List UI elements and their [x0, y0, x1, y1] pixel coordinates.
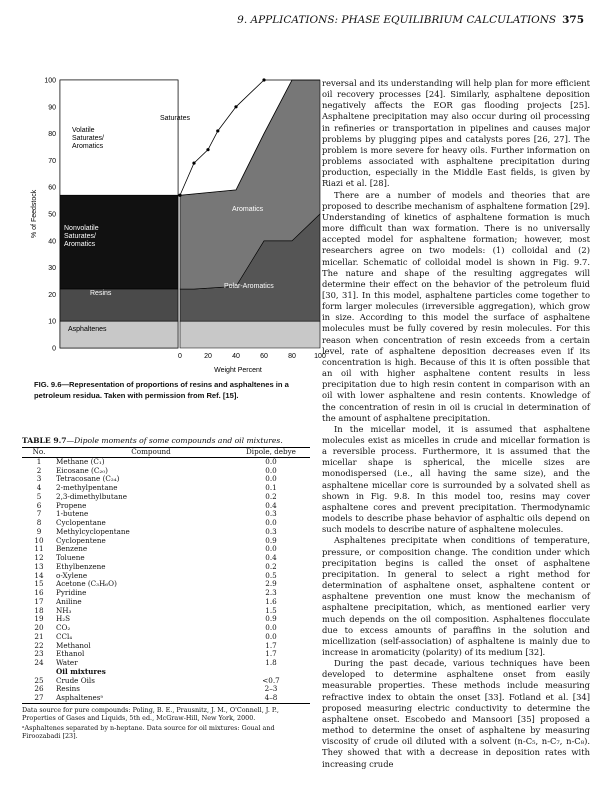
saturates-point — [262, 78, 265, 81]
saturates-point — [192, 161, 195, 164]
row-compound: Crude Oils — [56, 675, 95, 685]
row-dipole: 1.6 — [265, 596, 277, 606]
y-tick-label: 50 — [48, 211, 56, 219]
row-no: 17 — [34, 596, 44, 606]
row-compound: Methanol — [56, 640, 91, 650]
x-tick-label: 20 — [204, 353, 212, 360]
x-tick-label: 0 — [178, 353, 182, 360]
row-no: 11 — [34, 544, 44, 554]
x-tick-label: 40 — [232, 353, 240, 360]
row-no: 4 — [36, 483, 42, 492]
row-compound: 2-methylpentane — [56, 483, 118, 492]
row-no: 18 — [34, 605, 44, 615]
row-compound: H₂S — [56, 614, 71, 624]
row-compound: Ethanol — [56, 649, 85, 659]
row-no: 13 — [34, 561, 44, 571]
paragraph-4: Asphaltenes precipitate when conditions of temperature, pressure, or composition change. The condition under which precipitation begins is called the onset of asphaltene precipitation. In general to select a right method for determination of asphaltene onset, asphaltene content or asphaltene prevention one must know the mechanism of asphaltene precipitation, which, as mentioned earlier very much depends on the oil composition. Asphaltenes flocculate due to excess amounts of paraffins in the solution and micellization (self-association) of asphaltene is mainly due to increase in aromaticity (polarity) of its medium [32]. — [322, 535, 590, 657]
row-dipole: 0.2 — [265, 561, 277, 571]
paragraph-1: reversal and its understanding will help plan for more efficient oil recovery processes [24]. Similarly, asphaltene deposition negatively affects the EOR gas flooding projects [25]. Asphaltene precipitation may also occur during oil processing in refineries or transportation in pipelines and causes major problems by plugging pipes and catalysts pores [26, 27]. The problem is more severe for heavy oils. Further information on problems associated with asphaltene precipitation during production, especially in the Middle East fields, is given by Riazi et al. [28]. — [322, 78, 590, 189]
label-aromatics: Aromatics — [232, 206, 264, 213]
figure-chart — [20, 72, 326, 374]
x-tick-label: 60 — [260, 353, 268, 360]
y-axis-ticks — [44, 78, 56, 353]
x-axis-ticks — [178, 353, 326, 360]
row-no: 23 — [34, 649, 44, 659]
row-no: 1 — [36, 456, 42, 466]
row-compound: Benzene — [56, 544, 88, 554]
running-header — [237, 14, 584, 26]
row-dipole: 0.2 — [265, 491, 277, 501]
row-no: 10 — [34, 535, 44, 545]
row-compound: Propene — [56, 500, 87, 510]
y-tick-label: 90 — [48, 104, 56, 112]
row-compound: Tetracosane (C₂₄) — [56, 474, 120, 484]
row-dipole: 2–3 — [264, 684, 278, 694]
region-asphaltenes-base — [180, 321, 320, 348]
row-dipole: <0.7 — [262, 675, 280, 685]
label-saturates: Saturates — [160, 115, 190, 122]
row-no: 5 — [36, 491, 42, 501]
row-dipole: 0.1 — [265, 483, 277, 492]
y-tick-label: 10 — [48, 318, 56, 326]
table-row — [22, 694, 310, 703]
row-compound: Resins — [56, 684, 80, 694]
bar-segment-resins — [60, 289, 178, 321]
row-dipole: 1.8 — [265, 658, 277, 667]
paragraph-5: During the past decade, various techniques have been developed to determine asphaltene onset from easily measurable properties. These methods include measuring refractive index to obtain the onset [33]. Fotland et al. [34] proposed measuring electric conductivity to determine the asphaltene onset. Escobedo and Mansoori [35] proposed a method to determine the onset of asphaltene by measuring viscosity of crude oil diluted with a solvent (n-C₅, n-C₇, n-C₈). They showed that with a decrease in deposition rates with increasing crude — [322, 658, 590, 769]
row-no: 8 — [36, 518, 42, 527]
row-dipole: 2.3 — [265, 588, 277, 597]
row-compound: Cyclopentane — [56, 518, 106, 527]
y-tick-label: 80 — [48, 131, 56, 139]
row-dipole: 0.0 — [265, 474, 277, 484]
row-no: 20 — [34, 623, 44, 632]
row-dipole: 0.0 — [265, 623, 277, 632]
row-no: 3 — [36, 474, 42, 484]
header-compound: Compound — [131, 447, 171, 456]
row-dipole: 0.4 — [265, 553, 277, 562]
header-title: 9. APPLICATIONS: PHASE EQUILIBRIUM CALCULATIONS — [237, 14, 557, 26]
x-axis-label: Weight Percent — [214, 367, 262, 374]
row-no: 15 — [34, 579, 44, 589]
row-compound: Eicosane (C₂₀) — [56, 465, 108, 475]
row-dipole: 0.5 — [265, 570, 277, 580]
section-oil-mixtures: Oil mixtures — [56, 666, 106, 676]
y-tick-label: 100 — [44, 77, 56, 85]
row-dipole: 0.9 — [265, 614, 277, 624]
page-number: 375 — [562, 14, 584, 26]
row-compound: 2,3-dimethylbutane — [56, 491, 127, 501]
row-dipole: 1.5 — [265, 605, 277, 615]
label-asphaltenes: Asphaltenes — [68, 326, 107, 333]
y-tick-label: 60 — [48, 184, 56, 192]
row-dipole: 2.9 — [265, 579, 277, 589]
row-dipole: 0.0 — [265, 544, 277, 554]
table-title: TABLE 9.7—Dipole moments of some compounds and oil mixtures. — [22, 436, 283, 445]
row-no: 24 — [34, 658, 44, 667]
saturates-point — [206, 148, 209, 151]
row-dipole: 0.4 — [265, 500, 277, 510]
figure-9-6 — [20, 72, 326, 374]
row-compound: Cyclopentene — [56, 535, 106, 545]
table-header-row — [22, 448, 310, 457]
table-caption: Dipole moments of some compounds and oil mixtures. — [74, 436, 283, 445]
row-no: 21 — [34, 631, 44, 641]
table-body — [22, 458, 310, 668]
row-compound: 1-butene — [56, 509, 89, 519]
row-no: 6 — [36, 500, 42, 510]
table-label: TABLE 9.7 — [22, 436, 67, 445]
row-no: 12 — [34, 553, 44, 562]
row-dipole: 0.0 — [265, 465, 277, 475]
y-tick-label: 70 — [48, 157, 56, 165]
table-oil-body — [22, 677, 310, 703]
row-no: 9 — [36, 526, 42, 536]
row-compound: CO₂ — [56, 623, 71, 632]
row-no: 27 — [34, 693, 44, 702]
row-no: 25 — [34, 675, 44, 685]
row-dipole: 0.3 — [265, 509, 277, 519]
header-dipole: Dipole, debye — [246, 447, 296, 456]
row-no: 14 — [34, 570, 44, 580]
row-compound: CCl₄ — [56, 631, 73, 641]
y-tick-label: 40 — [48, 238, 56, 246]
row-dipole: 0.9 — [265, 535, 277, 545]
row-no: 19 — [34, 614, 44, 624]
row-no: 26 — [34, 684, 44, 694]
row-no: 22 — [34, 640, 44, 650]
row-compound: Asphaltenesᵃ — [56, 693, 104, 702]
paragraph-2: There are a number of models and theories that are proposed to describe mechanism of asphaltene formation [29]. Understanding of kinetics of asphaltene formation is much more difficult than wax formation. There is no universally accepted model for asphaltene formation; however, most researchers agree on two models: (1) colloidal and (2) micellar. Schematic of colloidal model is shown in Fig. 9.7. The nature and shape of the resulting aggregates will determine their effect on the behavior of the petroleum fluid [30, 31]. In this model, asphaltene particles come together to form larger molecules (irreversible aggregation), which grow in size. According to this model the surface of asphaltene molecules must be fully covered by resin molecules. For this reason when concentration of resin exceeds from a certain level, rate of asphaltene deposition decreases even if its concentration is high. Because of this it is often possible that an oil with higher asphaltene content results in less precipitation due to high resin content in comparison with an oil with lower asphaltene and resin contents. Knowledge of the concentration of resin in oil is crucial in determination of the amount of asphaltene precipitation. — [322, 189, 590, 423]
x-tick-label: 100 — [314, 353, 326, 360]
row-compound: Methylcyclopentane — [56, 526, 130, 536]
row-dipole: 0.0 — [265, 456, 277, 466]
header-no: No. — [32, 447, 46, 456]
row-compound: NH₃ — [56, 605, 72, 615]
row-compound: Pyridine — [56, 588, 87, 597]
row-compound: Ethylbenzene — [56, 561, 106, 571]
saturates-point — [178, 194, 181, 197]
saturates-point — [234, 105, 237, 108]
x-tick-label: 80 — [288, 353, 296, 360]
table-footnote-2: ᵃAsphaltenes separated by n-heptane. Data source for oil mixtures: Goual and Firoozabadi [23]. — [22, 723, 275, 740]
body-text — [322, 78, 590, 770]
paragraph-3: In the micellar model, it is assumed that asphaltene molecules exist as micelles in crude and micellar formation is a reversible process. Furthermore, it is assumed that the micellar shape is spherical, the micelle sizes are monodispersed (i.e., all having the same size), and the asphaltene micellar core is surrounded by a solvated shell as shown in Fig. 9.8. In this model too, resins may cover asphaltene cores and prevent precipitation. Thermodynamic models to describe phase behavior of asphaltic oils depend on such models to describe nature of asphaltene molecules. — [322, 423, 590, 535]
row-no: 16 — [34, 588, 44, 597]
table-9-7 — [22, 436, 310, 740]
row-compound: Methane (C₁) — [56, 456, 105, 466]
row-compound: o-Xylene — [56, 570, 88, 580]
figure-caption: FIG. 9.6—Representation of proportions of resins and asphaltenes in a petroleum residua. Taken with permission from Ref. [15]. — [34, 380, 289, 400]
row-no: 2 — [36, 465, 42, 475]
row-dipole: 0.0 — [265, 518, 277, 527]
row-compound: Aniline — [56, 596, 82, 606]
saturates-point — [216, 129, 219, 132]
label-volatile: Volatile Saturates/ Aromatics — [72, 127, 104, 150]
row-dipole: 1.7 — [265, 640, 277, 650]
label-resins: Resins — [90, 290, 112, 297]
row-dipole: 0.3 — [265, 526, 277, 536]
row-compound: Acetone (C₃H₆O) — [56, 579, 117, 589]
y-tick-label: 20 — [48, 291, 56, 299]
row-dipole: 4–8 — [264, 693, 278, 702]
y-axis-label: % of Feedstock — [31, 189, 38, 238]
y-tick-label: 0 — [52, 345, 56, 353]
row-compound: Water — [56, 658, 78, 667]
label-polar-aromatics: Polar-Aromatics — [224, 283, 274, 290]
row-dipole: 0.0 — [265, 631, 277, 641]
y-tick-label: 30 — [48, 265, 56, 273]
row-dipole: 1.7 — [265, 649, 277, 659]
table-footnote-1: Data source for pure compounds: Poling, B. E., Prausnitz, J. M., O'Connell, J. P., Properties of Gases and Liquids, 5th ed., McGraw-Hill, New York, 2000. — [22, 705, 279, 722]
row-no: 7 — [36, 509, 42, 519]
row-compound: Toluene — [56, 553, 85, 562]
label-nonvolatile: Nonvolatile Saturates/ Aromatics — [64, 225, 99, 248]
